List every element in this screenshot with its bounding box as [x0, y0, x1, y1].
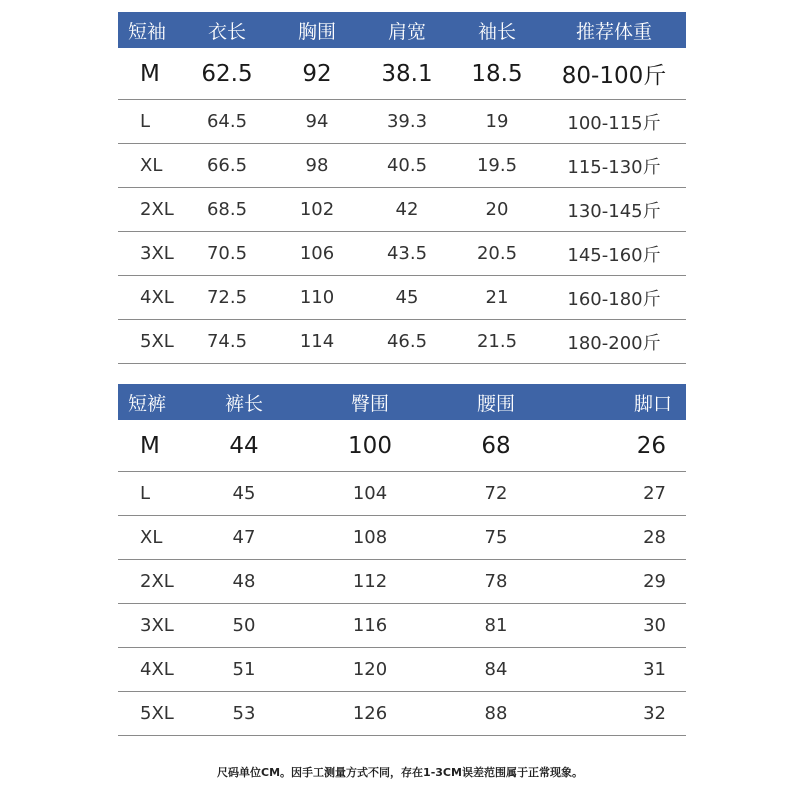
- table-row: [118, 472, 686, 516]
- measurement-cell: 38.1: [381, 60, 433, 87]
- measurement-cell: 100-115斤: [567, 112, 661, 134]
- size-label-cell: L: [140, 483, 151, 504]
- header-cell: 衣长: [207, 20, 246, 43]
- measurement-cell: 180-200斤: [567, 332, 661, 354]
- measurement-cell: 47: [232, 527, 256, 548]
- table-row: [118, 276, 686, 320]
- size-label-cell: 3XL: [140, 243, 174, 264]
- measurement-cell: 27: [643, 483, 666, 504]
- measurement-cell: 66.5: [206, 155, 248, 176]
- size-label-cell: 3XL: [140, 615, 174, 636]
- measurement-cell: 64.5: [206, 111, 248, 132]
- measurement-cell: 160-180斤: [567, 288, 661, 310]
- table-row: [118, 648, 686, 692]
- measurement-cell: 110: [299, 287, 335, 308]
- size-label-cell: 4XL: [140, 287, 174, 308]
- measurement-cell: 81: [484, 615, 508, 636]
- measurement-cell: 51: [232, 659, 256, 680]
- table-row: [118, 420, 686, 472]
- measurement-cell: 72.5: [206, 287, 248, 308]
- table-row: [118, 604, 686, 648]
- measurement-cell: 50: [232, 615, 256, 636]
- shorts-table-header: [118, 384, 686, 420]
- measurement-cell: 115-130斤: [567, 156, 661, 178]
- size-label-cell: XL: [140, 155, 163, 176]
- measurement-cell: 108: [352, 527, 388, 548]
- header-cell: 胸围: [297, 20, 336, 43]
- header-cell: 裤长: [224, 392, 263, 415]
- shirt-table-header: [118, 12, 686, 48]
- measurement-cell: 104: [352, 483, 388, 504]
- measurement-cell: 120: [352, 659, 388, 680]
- measurement-cell: 74.5: [206, 331, 248, 352]
- measurement-cell: 98: [305, 155, 329, 176]
- measurement-cell: 40.5: [386, 155, 428, 176]
- header-cell: 腰围: [476, 392, 515, 415]
- measurement-cell: 20.5: [476, 243, 518, 264]
- measurement-cell: 39.3: [386, 111, 428, 132]
- table-row: [118, 692, 686, 736]
- measurement-cell: 32: [643, 703, 666, 724]
- measurement-cell: 84: [484, 659, 508, 680]
- measurement-cell: 20: [485, 199, 509, 220]
- size-label-cell: 5XL: [140, 703, 174, 724]
- shorts-size-table: [118, 384, 686, 736]
- measurement-cell: 48: [232, 571, 256, 592]
- measurement-cell: 116: [352, 615, 388, 636]
- table-row: [118, 560, 686, 604]
- header-cell: 短袖: [128, 20, 167, 43]
- table-row: [118, 188, 686, 232]
- measurement-cell: 94: [305, 111, 329, 132]
- table-row: [118, 48, 686, 100]
- measurement-footnote: 尺码单位CM。因手工测量方式不同，存在1-3CM误差范围属于正常现象。: [217, 766, 583, 779]
- measurement-cell: 62.5: [201, 60, 253, 87]
- measurement-cell: 43.5: [386, 243, 428, 264]
- measurement-cell: 92: [302, 60, 332, 87]
- size-label-cell: 4XL: [140, 659, 174, 680]
- measurement-cell: 31: [643, 659, 666, 680]
- size-label-cell: 5XL: [140, 331, 174, 352]
- measurement-cell: 45: [395, 287, 419, 308]
- measurement-cell: 28: [643, 527, 666, 548]
- measurement-cell: 80-100斤: [561, 63, 667, 89]
- measurement-cell: 21: [485, 287, 509, 308]
- measurement-cell: 106: [299, 243, 335, 264]
- measurement-cell: 29: [643, 571, 666, 592]
- header-cell: 推荐体重: [575, 20, 652, 43]
- measurement-cell: 21.5: [476, 331, 518, 352]
- measurement-cell: 45: [232, 483, 256, 504]
- measurement-cell: 102: [299, 199, 335, 220]
- size-label-cell: M: [140, 432, 160, 459]
- measurement-cell: 88: [484, 703, 508, 724]
- measurement-cell: 18.5: [471, 60, 523, 87]
- table-row: [118, 516, 686, 560]
- table-row: [118, 100, 686, 144]
- size-label-cell: M: [140, 60, 160, 87]
- header-cell: 臀围: [350, 392, 389, 415]
- header-cell: 短裤: [128, 392, 167, 415]
- measurement-cell: 145-160斤: [567, 244, 661, 266]
- measurement-cell: 26: [636, 432, 666, 459]
- measurement-cell: 75: [484, 527, 508, 548]
- size-label-cell: 2XL: [140, 571, 174, 592]
- measurement-cell: 70.5: [206, 243, 248, 264]
- measurement-cell: 19: [485, 111, 509, 132]
- header-cell: 脚口: [633, 392, 672, 415]
- measurement-cell: 114: [299, 331, 335, 352]
- measurement-cell: 72: [484, 483, 508, 504]
- measurement-cell: 44: [229, 432, 259, 459]
- size-label-cell: XL: [140, 527, 163, 548]
- table-row: [118, 320, 686, 364]
- table-row: [118, 144, 686, 188]
- header-cell: 肩宽: [387, 20, 426, 43]
- size-label-cell: 2XL: [140, 199, 174, 220]
- measurement-cell: 68: [481, 432, 511, 459]
- measurement-cell: 100: [348, 432, 392, 459]
- measurement-cell: 42: [395, 199, 419, 220]
- measurement-cell: 78: [484, 571, 508, 592]
- measurement-cell: 126: [352, 703, 388, 724]
- measurement-cell: 46.5: [386, 331, 428, 352]
- measurement-cell: 68.5: [206, 199, 248, 220]
- table-row: [118, 232, 686, 276]
- measurement-cell: 53: [232, 703, 256, 724]
- header-cell: 袖长: [477, 20, 516, 43]
- shirt-size-table: [118, 12, 686, 364]
- measurement-cell: 30: [643, 615, 666, 636]
- size-label-cell: L: [140, 111, 151, 132]
- measurement-cell: 19.5: [476, 155, 518, 176]
- measurement-cell: 130-145斤: [567, 200, 661, 222]
- measurement-cell: 112: [352, 571, 388, 592]
